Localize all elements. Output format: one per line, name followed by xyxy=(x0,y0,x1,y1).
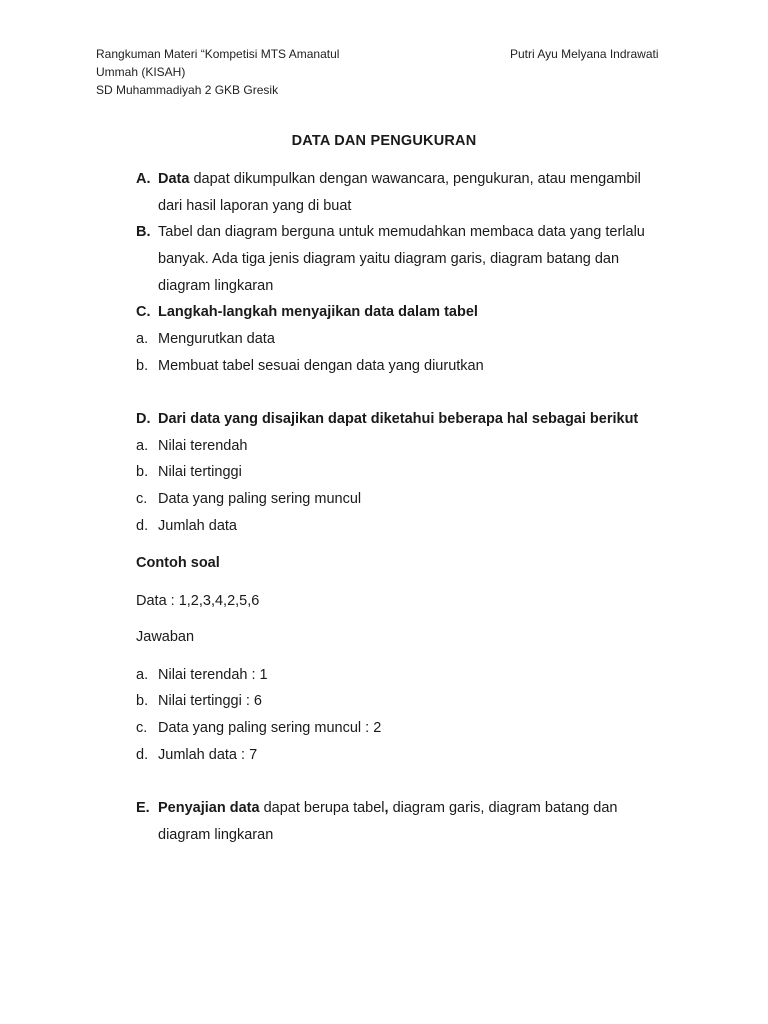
header-left-line-2: Ummah (KISAH) xyxy=(96,65,186,79)
list-item-marker: a. xyxy=(136,438,149,454)
section-a-bold: Data xyxy=(158,171,190,187)
section-b-marker: B. xyxy=(136,224,151,240)
section-a-line-1 xyxy=(158,166,678,193)
section-e-text-b: diagram garis, diagram batang dan xyxy=(388,800,618,816)
page-title: DATA DAN PENGUKURAN xyxy=(291,133,477,149)
section-e-line-2: diagram lingkaran xyxy=(158,827,274,843)
section-d-heading: Dari data yang disajikan dapat diketahui beberapa hal sebagai berikut xyxy=(158,411,639,427)
list-item-marker: d. xyxy=(136,518,149,534)
list-item-text: Jumlah data xyxy=(158,518,237,534)
list-item-marker: a. xyxy=(136,667,149,683)
list-item-marker: d. xyxy=(136,747,149,763)
list-item-text: Mengurutkan data xyxy=(158,331,275,347)
list-item-text: Nilai tertinggi : 6 xyxy=(158,693,262,709)
header-left-line-3: SD Muhammadiyah 2 GKB Gresik xyxy=(96,83,279,97)
section-b-line-3: diagram lingkaran xyxy=(158,278,274,294)
header-left-line-1: Rangkuman Materi “Kompetisi MTS Amanatul xyxy=(96,47,340,61)
list-item-text: Jumlah data : 7 xyxy=(158,747,258,763)
section-b-line-2: banyak. Ada tiga jenis diagram yaitu diagram garis, diagram batang dan xyxy=(158,251,620,267)
section-e-line-1 xyxy=(158,795,678,822)
header-author: Putri Ayu Melyana Indrawati xyxy=(510,47,659,61)
list-item-text: Data yang paling sering muncul xyxy=(158,491,362,507)
section-a-line-2: dari hasil laporan yang di buat xyxy=(158,198,352,214)
list-item-marker: b. xyxy=(136,464,149,480)
section-b-line-1: Tabel dan diagram berguna untuk memudahkan membaca data yang terlalu xyxy=(158,224,645,240)
list-item-text: Nilai terendah : 1 xyxy=(158,667,268,683)
list-item-marker: b. xyxy=(136,693,149,709)
section-d-marker: D. xyxy=(136,411,151,427)
list-item-text: Data yang paling sering muncul : 2 xyxy=(158,720,382,736)
section-e-bold: Penyajian data xyxy=(158,800,260,816)
list-item-text: Nilai tertinggi xyxy=(158,464,242,480)
list-item-text: Nilai terendah xyxy=(158,438,248,454)
section-a-marker: A. xyxy=(136,171,151,187)
list-item-marker: c. xyxy=(136,720,148,736)
list-item-text: Membuat tabel sesuai dengan data yang diurutkan xyxy=(158,358,484,374)
list-item-marker: a. xyxy=(136,331,149,347)
section-e-text-a: dapat berupa tabel xyxy=(259,800,385,816)
section-a-text: dapat dikumpulkan dengan wawancara, pengukuran, atau mengambil xyxy=(189,171,641,187)
section-c-heading: Langkah-langkah menyajikan data dalam tabel xyxy=(158,304,478,320)
example-data-line: Data : 1,2,3,4,2,5,6 xyxy=(136,593,260,609)
header-left xyxy=(96,45,376,99)
section-e-marker: E. xyxy=(136,800,150,816)
section-c-marker: C. xyxy=(136,304,151,320)
section-e-comma: , xyxy=(384,800,389,816)
example-heading: Contoh soal xyxy=(136,555,220,571)
answer-label: Jawaban xyxy=(136,629,195,645)
list-item-marker: b. xyxy=(136,358,149,374)
list-item-marker: c. xyxy=(136,491,148,507)
